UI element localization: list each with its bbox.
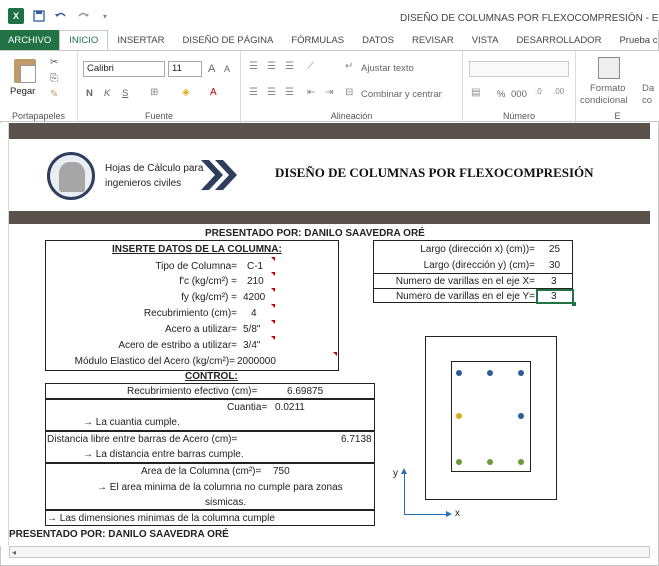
comment-indicator (271, 288, 275, 292)
ribbon-tabs (0, 30, 659, 50)
fill-color-icon[interactable]: ◈ (182, 87, 190, 98)
input-value-fc[interactable]: 210 (247, 276, 264, 287)
group-fuente (78, 51, 241, 123)
chevron-right-icon (199, 158, 239, 192)
x-axis-line (404, 514, 448, 515)
conditional-format-label-2[interactable]: condicional (580, 95, 628, 106)
tab-formulas[interactable]: FÓRMULAS (291, 34, 345, 46)
group-label-numero: Número (502, 111, 535, 121)
row-header-edge (0, 123, 9, 546)
align-top-icon[interactable]: ☰ (249, 61, 258, 72)
rebar-dot (456, 370, 462, 376)
input-label-acero: Acero a utilizar= (165, 324, 237, 335)
group-alineacion (241, 51, 463, 123)
inputs-panel (45, 240, 339, 371)
control-cuantia-msg: → La cuantia cumple. (83, 417, 180, 428)
window-title: DISEÑO DE COLUMNAS POR FLEXOCOMPRESIÓN - E (400, 13, 659, 24)
wrap-text-button[interactable]: Ajustar texto (361, 63, 414, 74)
control-cuantia-value: 0.0211 (275, 402, 305, 413)
arrow-up-icon (401, 468, 407, 474)
quick-access-toolbar (8, 8, 112, 24)
bold-button[interactable]: N (86, 88, 93, 99)
font-size-select[interactable]: 11 (168, 61, 202, 77)
horizontal-scrollbar[interactable] (9, 546, 650, 558)
save-icon[interactable] (32, 9, 46, 23)
control-area-label: Area de la Columna (cm²)= (141, 466, 262, 477)
decrease-indent-icon[interactable]: ⇤ (307, 87, 316, 98)
control-area-msg-1: → El area minima de la columna no cumple para zonas (97, 482, 343, 493)
group-numero (463, 51, 576, 123)
paste-icon[interactable] (14, 59, 36, 83)
number-format-select[interactable] (469, 61, 569, 77)
align-left-icon[interactable]: ☰ (249, 87, 258, 98)
arrow-right-icon (446, 511, 452, 517)
ribbon (0, 50, 659, 122)
merge-center-button[interactable]: Combinar y centrar (361, 89, 442, 100)
comment-indicator (271, 257, 275, 261)
comment-indicator (271, 272, 275, 276)
dim-label-largo-x: Largo (dirección x) (cm))= (420, 244, 535, 255)
input-label-fy: fy (kg/cm²) = (181, 292, 237, 303)
accounting-format-icon[interactable]: ▤ (471, 87, 481, 98)
tab-diseno-pagina[interactable]: DISEÑO DE PÁGINA (182, 34, 274, 46)
tab-prueba[interactable]: Prueba c (619, 34, 658, 46)
x-axis-label: x (455, 508, 460, 519)
input-label-estribo: Acero de estribo a utilizar= (118, 340, 237, 351)
font-name-select[interactable]: Calibri (83, 61, 165, 77)
copy-icon[interactable]: ⎘ (50, 73, 58, 84)
italic-button[interactable]: K (104, 88, 111, 99)
grow-font-button[interactable]: A (208, 63, 216, 75)
rebar-dot (518, 459, 524, 465)
rebar-dot (487, 370, 493, 376)
group-label-portapapeles: Portapapeles (11, 111, 66, 121)
dim-label-varillas-x: Numero de varillas en el eje X= (395, 276, 535, 287)
undo-icon[interactable] (54, 9, 68, 23)
logo-icon (47, 152, 95, 200)
tab-vista[interactable]: VISTA (471, 34, 499, 46)
tab-insertar[interactable]: INSERTAR (117, 34, 165, 46)
logo-line-2: ingenieros civiles (105, 178, 182, 189)
group-estilos (576, 51, 659, 123)
percent-button[interactable]: % (497, 89, 506, 100)
increase-decimal-icon[interactable]: .0 (535, 87, 542, 96)
control-area-value: 750 (273, 466, 290, 477)
input-label-tipo: Tipo de Columna= (155, 261, 237, 272)
format-as-table-label-cut-2[interactable]: co (642, 95, 653, 106)
logo-text (105, 161, 203, 191)
input-value-recubrimiento[interactable]: 4 (251, 308, 257, 319)
control-header: CONTROL: (185, 371, 238, 382)
rebar-dot (456, 413, 462, 419)
input-value-fy[interactable]: 4200 (243, 292, 266, 303)
align-right-icon[interactable]: ☰ (285, 87, 294, 98)
excel-logo-icon: X (8, 8, 24, 24)
orientation-icon[interactable]: ⟋ (307, 61, 314, 72)
group-label-estilos: E (614, 111, 621, 121)
rebar-dot (518, 370, 524, 376)
comment-indicator (271, 320, 275, 324)
control-recub-label: Recubrimiento efectivo (cm)= (127, 386, 258, 397)
decrease-decimal-icon[interactable]: .00 (553, 87, 565, 96)
borders-icon[interactable]: ⊞ (150, 87, 159, 98)
group-label-alineacion: Alineación (330, 111, 373, 121)
cut-icon[interactable]: ✂ (50, 57, 59, 68)
align-center-icon[interactable]: ☰ (267, 87, 276, 98)
inputs-header: INSERTE DATOS DE LA COLUMNA: (112, 244, 282, 255)
dim-label-varillas-y: Numero de varillas en el eje Y= (395, 291, 535, 302)
thousands-button[interactable]: 000 (511, 89, 527, 100)
page-title: DISEÑO DE COLUMNAS POR FLEXOCOMPRESIÓN (275, 165, 594, 180)
header-band-top (9, 123, 650, 139)
redo-icon[interactable] (76, 9, 90, 23)
input-label-fc: f'c (kg/cm²) = (179, 276, 237, 287)
presented-by: PRESENTADO POR: DANILO SAAVEDRA ORÉ (205, 228, 425, 239)
input-value-acero[interactable]: 5/8" (243, 324, 261, 335)
divider (373, 273, 573, 274)
control-recub-value: 6.69875 (287, 386, 324, 397)
comment-indicator (271, 336, 275, 340)
control-cuantia-label: Cuantia= (227, 402, 268, 413)
comment-indicator (333, 352, 337, 356)
dim-value-largo-y[interactable]: 30 (549, 260, 561, 271)
logo-line-1: Hojas de Cálculo para (105, 163, 204, 174)
tab-revisar[interactable]: REVISAR (411, 34, 454, 46)
rebar-dot (456, 459, 462, 465)
dim-value-varillas-x[interactable]: 3 (551, 276, 557, 287)
shrink-font-button[interactable]: A (224, 64, 231, 74)
font-color-icon[interactable]: A (210, 87, 217, 98)
format-painter-icon[interactable]: ✎ (50, 89, 59, 100)
align-bottom-icon[interactable]: ☰ (285, 61, 294, 72)
conditional-format-icon[interactable] (598, 57, 620, 79)
control-area-msg-2: sismicas. (205, 497, 247, 508)
scroll-left-icon[interactable]: ◂ (12, 548, 17, 557)
title-bar (0, 0, 659, 30)
worksheet[interactable] (9, 123, 650, 543)
format-as-table-label-cut[interactable]: Da (642, 83, 655, 94)
paste-button[interactable]: Pegar (10, 86, 36, 97)
input-label-recubrimiento: Recubrimiento (cm)= (143, 308, 237, 319)
tab-inicio[interactable]: INICIO (59, 30, 108, 50)
input-value-tipo[interactable]: C-1 (247, 261, 264, 272)
group-portapapeles (0, 51, 78, 123)
header-band-bottom (9, 211, 650, 224)
tab-datos[interactable]: DATOS (362, 34, 394, 46)
control-dist-value: 6.7138 (341, 434, 372, 445)
dim-value-largo-x[interactable]: 25 (549, 244, 561, 255)
rebar-dot (487, 459, 493, 465)
control-dist-label: Distancia libre entre barras de Acero (cm)= (47, 434, 238, 445)
input-value-modulo[interactable]: 2000000 (237, 356, 276, 367)
input-label-modulo: Módulo Elastico del Acero (kg/cm²)= (74, 356, 235, 367)
group-label-fuente: Fuente (144, 111, 174, 121)
presented-by-footer: PRESENTADO POR: DANILO SAAVEDRA ORÉ (9, 529, 229, 540)
y-axis-label: y (393, 468, 398, 479)
dim-value-varillas-y[interactable]: 3 (551, 291, 557, 302)
control-dims-msg: → Las dimensiones minimas de la columna cumple (47, 513, 275, 524)
y-axis-line (404, 472, 405, 514)
customize-qat-icon[interactable]: ▾ (102, 11, 107, 21)
rebar-dot (518, 413, 524, 419)
underline-button[interactable]: S (122, 88, 129, 99)
comment-indicator (271, 304, 275, 308)
tab-archivo[interactable]: ARCHIVO (0, 30, 59, 50)
conditional-format-label-1[interactable]: Formato (590, 83, 626, 94)
wrap-text-icon[interactable]: ↵ (345, 61, 354, 72)
align-middle-icon[interactable]: ☰ (267, 61, 276, 72)
dim-label-largo-y: Largo (dirección y) (cm)= (423, 260, 535, 271)
input-value-estribo[interactable]: 3/4" (243, 340, 261, 351)
tab-desarrollador[interactable]: DESARROLLADOR (516, 34, 602, 46)
increase-indent-icon[interactable]: ⇥ (325, 87, 334, 98)
control-dist-msg: → La distancia entre barras cumple. (83, 449, 244, 460)
merge-center-icon[interactable]: ⊟ (345, 87, 354, 98)
